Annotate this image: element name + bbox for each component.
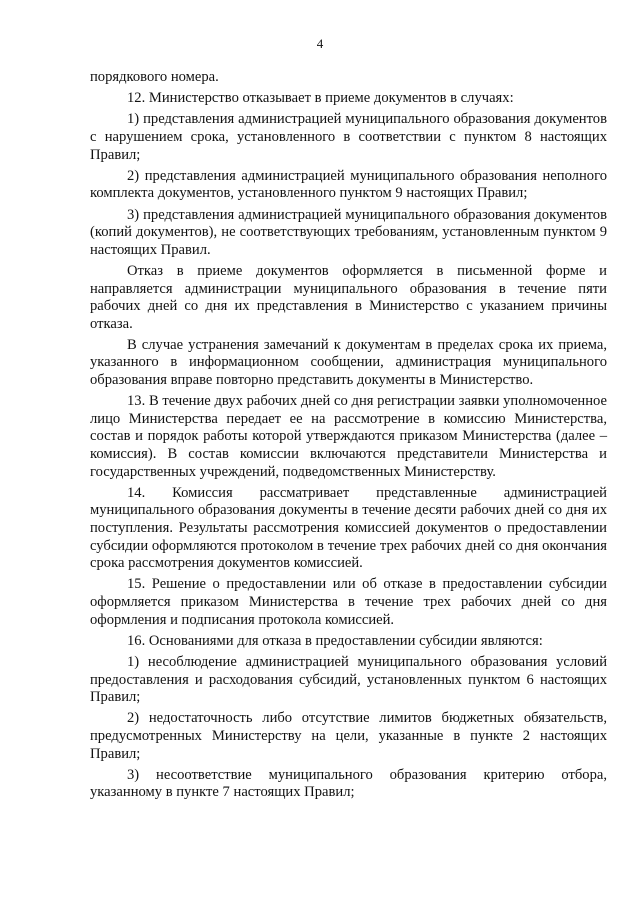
paragraph-item-13: 13. В течение двух рабочих дней со дня регистрации заявки уполномоченное лицо Министерства передает ее на рассмотрение в комиссию Министерства, состав и порядок работы которой утверждаются приказом Министерства (далее – комиссия). В состав комиссии включаются представители Министерства и государственных учреждений, подведомственных Министерству. — [90, 393, 607, 480]
paragraph-item-12-2: 2) представления администрацией муниципального образования неполного комплекта документов, установленного пунктом 9 настоящих Правил; — [90, 167, 607, 202]
paragraph-continuation: порядкового номера. — [90, 69, 219, 85]
paragraph-item-16-2: 2) недостаточность либо отсутствие лимитов бюджетных обязательств, предусмотренных Министерству на цели, указанные в пункте 2 настоящих Правил; — [90, 710, 607, 762]
page-number: 4 — [316, 36, 324, 51]
paragraph-resubmission: В случае устранения замечаний к документам в пределах срока их приема, указанного в информационном сообщении, администрация муниципального образования вправе повторно представить документы в Министерство. — [90, 336, 607, 389]
paragraph-item-16-3: 3) несоответствие муниципального образования критерию отбора, указанному в пункте 7 настоящих Правил; — [90, 766, 607, 801]
paragraph-item-12-3: 3) представления администрацией муниципального образования документов (копий документов), не соответствующих требованиям, установленным пунктом 9 настоящих Правил. — [90, 206, 607, 258]
paragraph-item-12-1: 1) представления администрацией муниципального образования документов с нарушением срока, установленного в соответствии с пунктом 8 настоящих Правил; — [90, 111, 607, 163]
paragraph-item-15: 15. Решение о предоставлении или об отказе в предоставлении субсидии оформляется приказом Министерства в течение трех рабочих дней со дня оформления и подписания протокола комиссией. — [90, 576, 607, 628]
paragraph-item-14: 14. Комиссия рассматривает представленные администрацией муниципального образования документы в течение десяти рабочих дней со дня их поступления. Результаты рассмотрения комиссией документов о предоставлении субсидии оформляются протоколом в течение трех рабочих дней со дня окончания срока рассмотрения документов комиссией. — [90, 484, 607, 572]
paragraph-item-12: 12. Министерство отказывает в приеме документов в случаях: — [127, 90, 514, 107]
paragraph-item-16-1: 1) несоблюдение администрацией муниципального образования условий предоставления и расходования субсидий, установленных пунктом 6 настоящих Правил; — [90, 653, 607, 706]
paragraph-item-16: 16. Основаниями для отказа в предоставлении субсидии являются: — [127, 632, 543, 649]
paragraph-refusal-form: Отказ в приеме документов оформляется в письменной форме и направляется администрации муниципального образования в течение пяти рабочих дней со дня их представления в Министерство с указанием причины отказа. — [90, 262, 607, 332]
document-body — [90, 69, 607, 805]
